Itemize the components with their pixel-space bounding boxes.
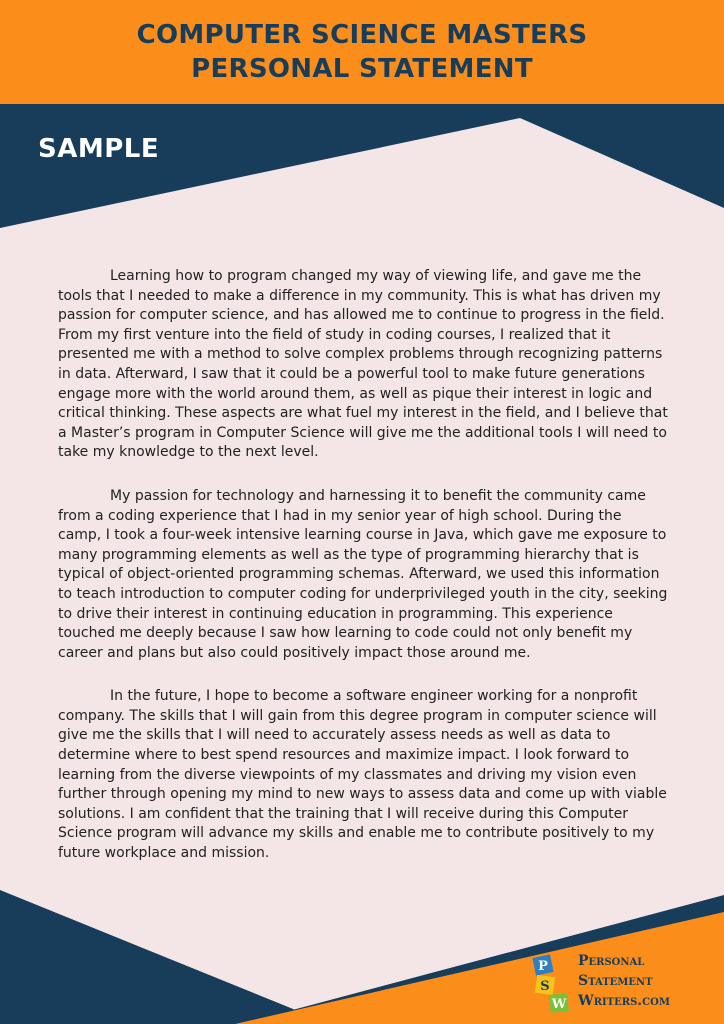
logo-letter-s: S: [540, 979, 550, 994]
title-line-1: COMPUTER SCIENCE MASTERS: [136, 20, 588, 50]
header-banner: [0, 0, 724, 104]
logo-letter-p: P: [538, 959, 548, 974]
sample-label: SAMPLE: [38, 134, 160, 164]
logo-line-3: Writers.com: [578, 993, 670, 1009]
personal-statement-writers-logo: [530, 950, 720, 1018]
logo-line-2: Statement: [578, 973, 653, 989]
title-line-2: PERSONAL STATEMENT: [191, 54, 533, 84]
psw-logo-icon: [530, 950, 578, 1018]
paragraph-3: In the future, I hope to become a software engineer working for a nonprofit company. The skills that I will gain from this degree program in computer science will give me the skills that I will need to accurately assess needs as well as data to determine where to best spend resources and maximize impact. I look forward to learning from the diverse viewpoints of my classmates and driving my vision even further through opening my mind to new ways to assess data and come up with viable solutions. I am confident that the training that I will receive during this Computer Science program will advance my skills and enable me to contribute positively to my future workplace and mission.: [58, 688, 667, 862]
statement-body: [58, 267, 668, 888]
logo-line-1: Personal: [578, 953, 645, 969]
logo-letter-w: W: [551, 997, 567, 1012]
logo-wordmark: [578, 951, 670, 1011]
paragraph-1: Learning how to program changed my way of viewing life, and gave me the tools that I needed to make a difference in my community. This is what has driven my passion for computer science, and has allowed me to continue to progress in the field. From my first venture into the field of study in coding courses, I realized that it presented me with a method to solve complex problems through recognizing patterns in data. Afterward, I saw that it could be a powerful tool to make future generations engage more with the world around them, as well as pique their interest in logic and critical thinking. These aspects are what fuel my interest in the field, and I believe that a Master’s program in Computer Science will give me the additional tools I will need to take my knowledge to the next level.: [58, 268, 668, 461]
paragraph-2: My passion for technology and harnessing it to benefit the community came from a coding experience that I had in my senior year of high school. During the camp, I took a four-week intensive learning course in Java, which gave me exposure to many programming elements as well as the type of programming hierarchy that is typical of object-oriented programming schemas. Afterward, we used this information to teach introduction to computer coding for underprivileged youth in the city, seeking to drive their interest in continuing education in programming. This experience touched me deeply because I saw how learning to code could not only benefit my career and plans but also could positively impact those around me.: [58, 487, 668, 661]
